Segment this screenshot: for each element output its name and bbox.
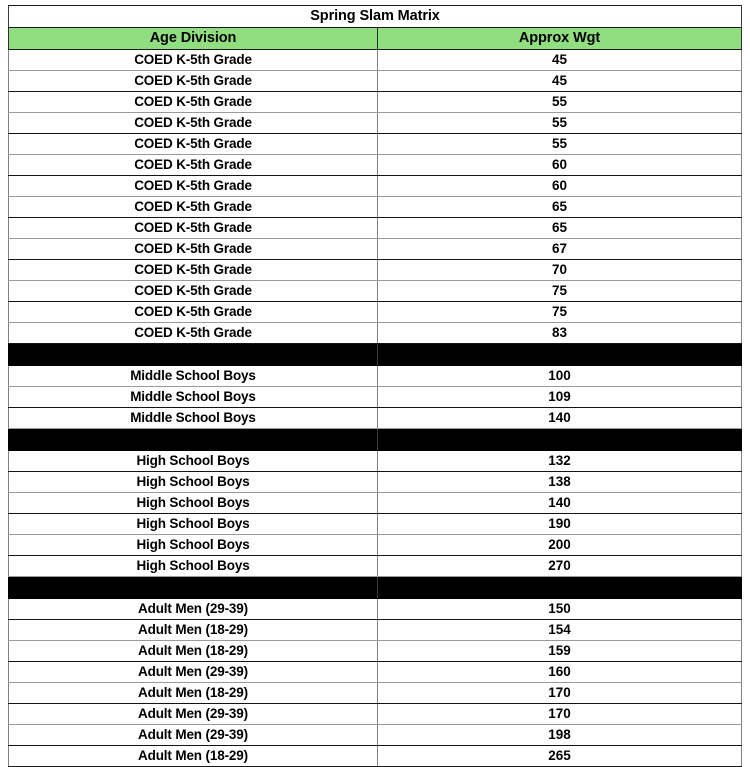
- cell-approx-wgt[interactable]: 265: [378, 746, 742, 767]
- table-row[interactable]: [9, 155, 742, 176]
- table-row[interactable]: [9, 366, 742, 387]
- cell-approx-wgt[interactable]: 70: [378, 260, 742, 281]
- table-row[interactable]: [9, 641, 742, 662]
- cell-age-division[interactable]: Middle School Boys: [9, 408, 378, 429]
- table-row[interactable]: [9, 92, 742, 113]
- table-row[interactable]: [9, 662, 742, 683]
- cell-age-division[interactable]: COED K-5th Grade: [9, 323, 378, 344]
- cell-approx-wgt[interactable]: 159: [378, 641, 742, 662]
- separator-cell-weight: [378, 344, 742, 366]
- cell-age-division[interactable]: Adult Men (18-29): [9, 641, 378, 662]
- table-row[interactable]: [9, 323, 742, 344]
- table-row[interactable]: [9, 387, 742, 408]
- table-row[interactable]: [9, 281, 742, 302]
- table-row[interactable]: [9, 239, 742, 260]
- section-separator-row: [9, 429, 742, 451]
- cell-age-division[interactable]: Adult Men (29-39): [9, 599, 378, 620]
- cell-age-division[interactable]: COED K-5th Grade: [9, 218, 378, 239]
- table-row[interactable]: [9, 535, 742, 556]
- cell-approx-wgt[interactable]: 270: [378, 556, 742, 577]
- table-row[interactable]: [9, 260, 742, 281]
- cell-age-division[interactable]: High School Boys: [9, 514, 378, 535]
- cell-approx-wgt[interactable]: 200: [378, 535, 742, 556]
- table-row[interactable]: [9, 556, 742, 577]
- cell-approx-wgt[interactable]: 55: [378, 92, 742, 113]
- table-row[interactable]: [9, 113, 742, 134]
- section-separator-row: [9, 577, 742, 599]
- cell-approx-wgt[interactable]: 65: [378, 197, 742, 218]
- cell-age-division[interactable]: Middle School Boys: [9, 366, 378, 387]
- cell-age-division[interactable]: COED K-5th Grade: [9, 239, 378, 260]
- cell-approx-wgt[interactable]: 75: [378, 302, 742, 323]
- cell-approx-wgt[interactable]: 60: [378, 155, 742, 176]
- table-row[interactable]: [9, 451, 742, 472]
- table-row[interactable]: [9, 218, 742, 239]
- table-row[interactable]: [9, 599, 742, 620]
- cell-age-division[interactable]: Adult Men (29-39): [9, 662, 378, 683]
- cell-approx-wgt[interactable]: 132: [378, 451, 742, 472]
- table-row[interactable]: [9, 514, 742, 535]
- table-body: [9, 6, 742, 767]
- cell-approx-wgt[interactable]: 190: [378, 514, 742, 535]
- cell-age-division[interactable]: High School Boys: [9, 451, 378, 472]
- table-row[interactable]: [9, 725, 742, 746]
- table-row[interactable]: [9, 620, 742, 641]
- table-row[interactable]: [9, 472, 742, 493]
- cell-approx-wgt[interactable]: 138: [378, 472, 742, 493]
- cell-approx-wgt[interactable]: 109: [378, 387, 742, 408]
- table-row[interactable]: [9, 134, 742, 155]
- page-title: Spring Slam Matrix: [9, 6, 742, 28]
- table-row[interactable]: [9, 704, 742, 725]
- cell-age-division[interactable]: COED K-5th Grade: [9, 113, 378, 134]
- cell-age-division[interactable]: High School Boys: [9, 556, 378, 577]
- cell-age-division[interactable]: COED K-5th Grade: [9, 134, 378, 155]
- cell-approx-wgt[interactable]: 140: [378, 493, 742, 514]
- cell-age-division[interactable]: COED K-5th Grade: [9, 71, 378, 92]
- cell-age-division[interactable]: COED K-5th Grade: [9, 302, 378, 323]
- cell-approx-wgt[interactable]: 55: [378, 134, 742, 155]
- table-row[interactable]: [9, 50, 742, 71]
- table-row[interactable]: [9, 197, 742, 218]
- separator-cell-weight: [378, 429, 742, 451]
- cell-approx-wgt[interactable]: 140: [378, 408, 742, 429]
- table-title-row: [9, 6, 742, 28]
- cell-age-division[interactable]: COED K-5th Grade: [9, 281, 378, 302]
- cell-age-division[interactable]: COED K-5th Grade: [9, 260, 378, 281]
- cell-approx-wgt[interactable]: 45: [378, 71, 742, 92]
- cell-approx-wgt[interactable]: 67: [378, 239, 742, 260]
- cell-age-division[interactable]: High School Boys: [9, 493, 378, 514]
- cell-approx-wgt[interactable]: 55: [378, 113, 742, 134]
- cell-approx-wgt[interactable]: 154: [378, 620, 742, 641]
- cell-approx-wgt[interactable]: 170: [378, 704, 742, 725]
- cell-approx-wgt[interactable]: 65: [378, 218, 742, 239]
- cell-approx-wgt[interactable]: 60: [378, 176, 742, 197]
- table-row[interactable]: [9, 176, 742, 197]
- cell-approx-wgt[interactable]: 45: [378, 50, 742, 71]
- table-row[interactable]: [9, 408, 742, 429]
- cell-approx-wgt[interactable]: 170: [378, 683, 742, 704]
- table-header-row: [9, 28, 742, 50]
- cell-age-division[interactable]: Adult Men (18-29): [9, 683, 378, 704]
- cell-approx-wgt[interactable]: 83: [378, 323, 742, 344]
- column-header-age-division[interactable]: Age Division: [9, 28, 378, 50]
- cell-age-division[interactable]: COED K-5th Grade: [9, 92, 378, 113]
- cell-approx-wgt[interactable]: 150: [378, 599, 742, 620]
- spring-slam-matrix-table: [8, 5, 742, 767]
- separator-cell-division: [9, 577, 378, 599]
- table-row[interactable]: [9, 302, 742, 323]
- cell-age-division[interactable]: Adult Men (29-39): [9, 725, 378, 746]
- table-row[interactable]: [9, 683, 742, 704]
- cell-age-division[interactable]: COED K-5th Grade: [9, 50, 378, 71]
- cell-approx-wgt[interactable]: 75: [378, 281, 742, 302]
- table-row[interactable]: [9, 746, 742, 767]
- separator-cell-weight: [378, 577, 742, 599]
- column-header-approx-wgt[interactable]: Approx Wgt: [378, 28, 742, 50]
- table-row[interactable]: [9, 71, 742, 92]
- cell-age-division[interactable]: High School Boys: [9, 535, 378, 556]
- cell-age-division[interactable]: Adult Men (18-29): [9, 746, 378, 767]
- cell-approx-wgt[interactable]: 100: [378, 366, 742, 387]
- section-separator-row: [9, 344, 742, 366]
- cell-age-division[interactable]: COED K-5th Grade: [9, 197, 378, 218]
- cell-age-division[interactable]: Adult Men (29-39): [9, 704, 378, 725]
- separator-cell-division: [9, 429, 378, 451]
- cell-age-division[interactable]: COED K-5th Grade: [9, 176, 378, 197]
- cell-age-division[interactable]: High School Boys: [9, 472, 378, 493]
- cell-age-division[interactable]: COED K-5th Grade: [9, 155, 378, 176]
- separator-cell-division: [9, 344, 378, 366]
- cell-approx-wgt[interactable]: 198: [378, 725, 742, 746]
- cell-age-division[interactable]: Middle School Boys: [9, 387, 378, 408]
- cell-age-division[interactable]: Adult Men (18-29): [9, 620, 378, 641]
- cell-approx-wgt[interactable]: 160: [378, 662, 742, 683]
- table-row[interactable]: [9, 493, 742, 514]
